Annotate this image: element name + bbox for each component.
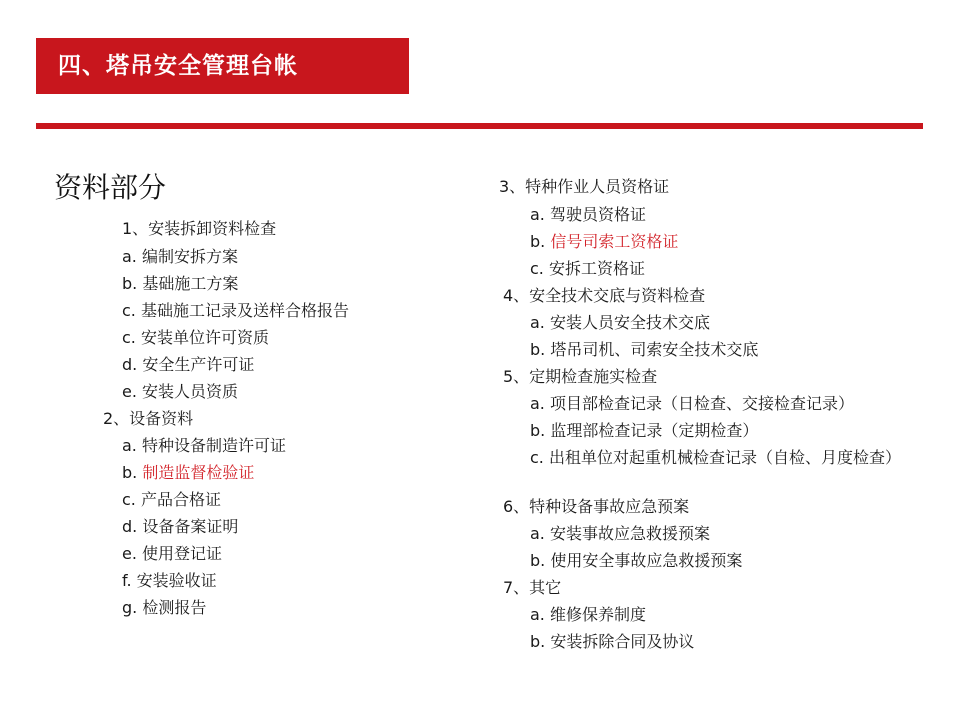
list-item-heading [122, 218, 276, 240]
list-item [122, 246, 238, 268]
item-prefix: b. [530, 340, 551, 359]
item-text: 检测报告 [142, 598, 207, 617]
list-item-heading [503, 496, 689, 518]
list-item [122, 300, 349, 322]
item-text: 塔吊司机、司索安全技术交底 [550, 340, 759, 359]
item-prefix: a. [122, 247, 142, 266]
item-text: 3、特种作业人员资格证 [499, 177, 670, 196]
item-text: 安全生产许可证 [142, 355, 255, 374]
title-divider [36, 123, 923, 129]
item-prefix: c. [530, 259, 549, 278]
item-text: 基础施工记录及送样合格报告 [140, 301, 349, 320]
list-item [530, 631, 694, 653]
list-item-heading [503, 577, 561, 599]
item-text-highlighted: 制造监督检验证 [142, 463, 255, 482]
list-item-heading [503, 285, 705, 307]
list-item [530, 312, 710, 334]
list-item [122, 543, 222, 565]
item-text: 产品合格证 [140, 490, 221, 509]
item-text: 特种设备制造许可证 [141, 436, 286, 455]
item-text: 6、特种设备事故应急预案 [503, 497, 690, 516]
item-prefix: a. [530, 605, 550, 624]
item-text: 2、设备资料 [103, 409, 194, 428]
list-item-heading [103, 408, 193, 430]
section-heading: 资料部分 [54, 171, 167, 204]
item-text: 维修保养制度 [549, 605, 646, 624]
list-item-heading [503, 366, 657, 388]
item-text: 安装事故应急救援预案 [549, 524, 710, 543]
list-item [530, 420, 758, 442]
item-text: 7、其它 [503, 578, 562, 597]
item-prefix: a. [530, 205, 550, 224]
item-text: 驾驶员资格证 [549, 205, 646, 224]
item-prefix: b. [530, 632, 551, 651]
item-prefix: b. [530, 421, 551, 440]
item-prefix: b. [122, 463, 143, 482]
item-prefix: c. [122, 301, 141, 320]
item-text: 监理部检查记录（定期检查） [550, 421, 759, 440]
list-item [501, 446, 911, 470]
list-item [122, 462, 254, 484]
item-text-highlighted: 信号司索工资格证 [550, 232, 679, 251]
item-text: 安装人员资质 [142, 382, 239, 401]
item-text: 安装拆除合同及协议 [550, 632, 695, 651]
item-text: 安装验收证 [136, 571, 217, 590]
item-prefix: c. [122, 328, 141, 347]
item-text: 项目部检查记录（日检查、交接检查记录） [549, 394, 854, 413]
item-text: 设备备案证明 [142, 517, 239, 536]
item-prefix: b. [530, 551, 551, 570]
item-text: 4、安全技术交底与资料检查 [503, 286, 706, 305]
slide-title: 四、塔吊安全管理台帐 [36, 38, 409, 94]
list-item [530, 393, 854, 415]
item-text: 使用登记证 [142, 544, 223, 563]
item-text: 出租单位对起重机械检查记录（自检、月度检查） [548, 448, 901, 467]
item-text: 安装人员安全技术交底 [549, 313, 710, 332]
list-item [122, 381, 238, 403]
item-text: 编制安拆方案 [141, 247, 238, 266]
list-item [122, 516, 238, 538]
item-text: 安拆工资格证 [548, 259, 645, 278]
list-item [122, 570, 217, 592]
item-prefix: g. [122, 598, 143, 617]
list-item [122, 435, 286, 457]
item-prefix: b. [122, 274, 143, 293]
item-text: 基础施工方案 [142, 274, 239, 293]
item-prefix: a. [530, 524, 550, 543]
list-item [530, 604, 646, 626]
list-item [530, 258, 645, 280]
item-text: 1、安装拆卸资料检查 [122, 219, 277, 238]
list-item [122, 354, 254, 376]
item-prefix: f. [122, 571, 137, 590]
item-prefix: d. [122, 355, 143, 374]
list-item [122, 597, 206, 619]
item-text: 安装单位许可资质 [140, 328, 269, 347]
list-item [122, 327, 269, 349]
item-prefix: d. [122, 517, 143, 536]
item-prefix: c. [122, 490, 141, 509]
item-prefix: e. [122, 382, 143, 401]
item-text: 使用安全事故应急救援预案 [550, 551, 743, 570]
list-item [122, 273, 238, 295]
list-item-heading [499, 176, 669, 198]
item-prefix: a. [530, 394, 550, 413]
list-item [122, 489, 221, 511]
list-item [530, 339, 758, 361]
item-prefix: b. [530, 232, 551, 251]
item-prefix: c. [530, 448, 549, 467]
list-item [530, 231, 678, 253]
list-item [530, 204, 646, 226]
item-text: 5、定期检查施实检查 [503, 367, 658, 386]
item-prefix: a. [122, 436, 142, 455]
list-item [530, 523, 710, 545]
item-prefix: a. [530, 313, 550, 332]
list-item [530, 550, 742, 572]
item-prefix: e. [122, 544, 143, 563]
